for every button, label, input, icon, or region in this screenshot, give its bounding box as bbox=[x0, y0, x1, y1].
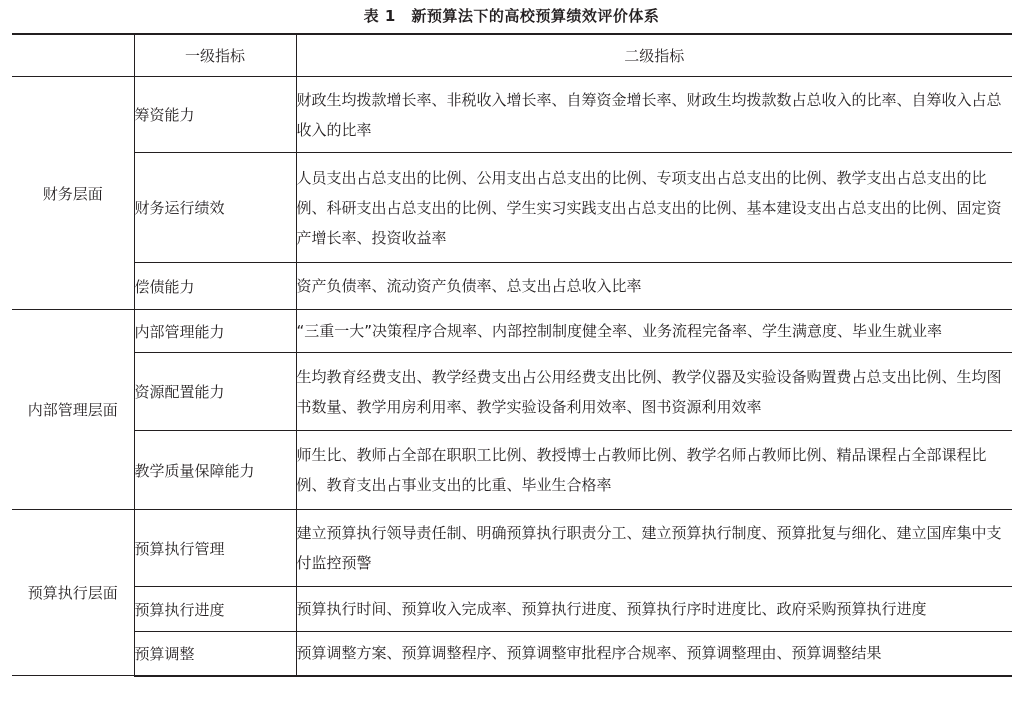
second-indicator-cell: “三重一大”决策程序合规率、内部控制制度健全率、业务流程完备率、学生满意度、毕业生就业率 bbox=[296, 310, 1012, 353]
table-row bbox=[12, 353, 1012, 431]
header-level bbox=[12, 34, 134, 77]
second-indicator-cell: 资产负债率、流动资产负债率、总支出占总收入比率 bbox=[296, 263, 1012, 310]
first-indicator-cell: 教学质量保障能力 bbox=[134, 431, 296, 510]
table-header-row bbox=[12, 34, 1012, 77]
second-indicator-cell: 财政生均拨款增长率、非税收入增长率、自筹资金增长率、财政生均拨款数占总收入的比率、自筹收入占总收入的比率 bbox=[296, 77, 1012, 153]
first-indicator-cell: 内部管理能力 bbox=[134, 310, 296, 353]
table-row bbox=[12, 632, 1012, 676]
first-indicator-cell: 预算执行管理 bbox=[134, 510, 296, 587]
second-indicator-cell: 师生比、教师占全部在职职工比例、教授博士占教师比例、教学名师占教师比例、精品课程占全部课程比例、教育支出占事业支出的比重、毕业生合格率 bbox=[296, 431, 1012, 510]
second-indicator-cell: 人员支出占总支出的比例、公用支出占总支出的比例、专项支出占总支出的比例、教学支出占总支出的比例、科研支出占总支出的比例、学生实习实践支出占总支出的比例、基本建设支出占总支出的比例、固定资产增长率、投资收益率 bbox=[296, 153, 1012, 263]
first-indicator-cell: 财务运行绩效 bbox=[134, 153, 296, 263]
second-indicator-cell: 预算执行时间、预算收入完成率、预算执行进度、预算执行序时进度比、政府采购预算执行进度 bbox=[296, 587, 1012, 632]
first-indicator-cell: 筹资能力 bbox=[134, 77, 296, 153]
table-row bbox=[12, 510, 1012, 587]
evaluation-table bbox=[12, 33, 1012, 677]
table-row bbox=[12, 310, 1012, 353]
header-first-level-indicator: 一级指标 bbox=[134, 34, 296, 77]
first-indicator-cell: 预算执行进度 bbox=[134, 587, 296, 632]
first-indicator-cell: 资源配置能力 bbox=[134, 353, 296, 431]
level-cell: 财务层面 bbox=[12, 77, 134, 310]
second-indicator-cell: 建立预算执行领导责任制、明确预算执行职责分工、建立预算执行制度、预算批复与细化、建立国库集中支付监控预警 bbox=[296, 510, 1012, 587]
table-row bbox=[12, 587, 1012, 632]
first-indicator-cell: 偿债能力 bbox=[134, 263, 296, 310]
level-cell: 内部管理层面 bbox=[12, 310, 134, 510]
table-row bbox=[12, 77, 1012, 153]
table-row bbox=[12, 431, 1012, 510]
first-indicator-cell: 预算调整 bbox=[134, 632, 296, 676]
header-second-level-indicator: 二级指标 bbox=[296, 34, 1012, 77]
table-row bbox=[12, 263, 1012, 310]
level-cell: 预算执行层面 bbox=[12, 510, 134, 676]
second-indicator-cell: 生均教育经费支出、教学经费支出占公用经费支出比例、教学仪器及实验设备购置费占总支出比例、生均图书数量、教学用房利用率、教学实验设备利用效率、图书资源利用效率 bbox=[296, 353, 1012, 431]
second-indicator-cell: 预算调整方案、预算调整程序、预算调整审批程序合规率、预算调整理由、预算调整结果 bbox=[296, 632, 1012, 676]
table-row bbox=[12, 153, 1012, 263]
table-caption: 表 1 新预算法下的高校预算绩效评价体系 bbox=[363, 7, 660, 25]
